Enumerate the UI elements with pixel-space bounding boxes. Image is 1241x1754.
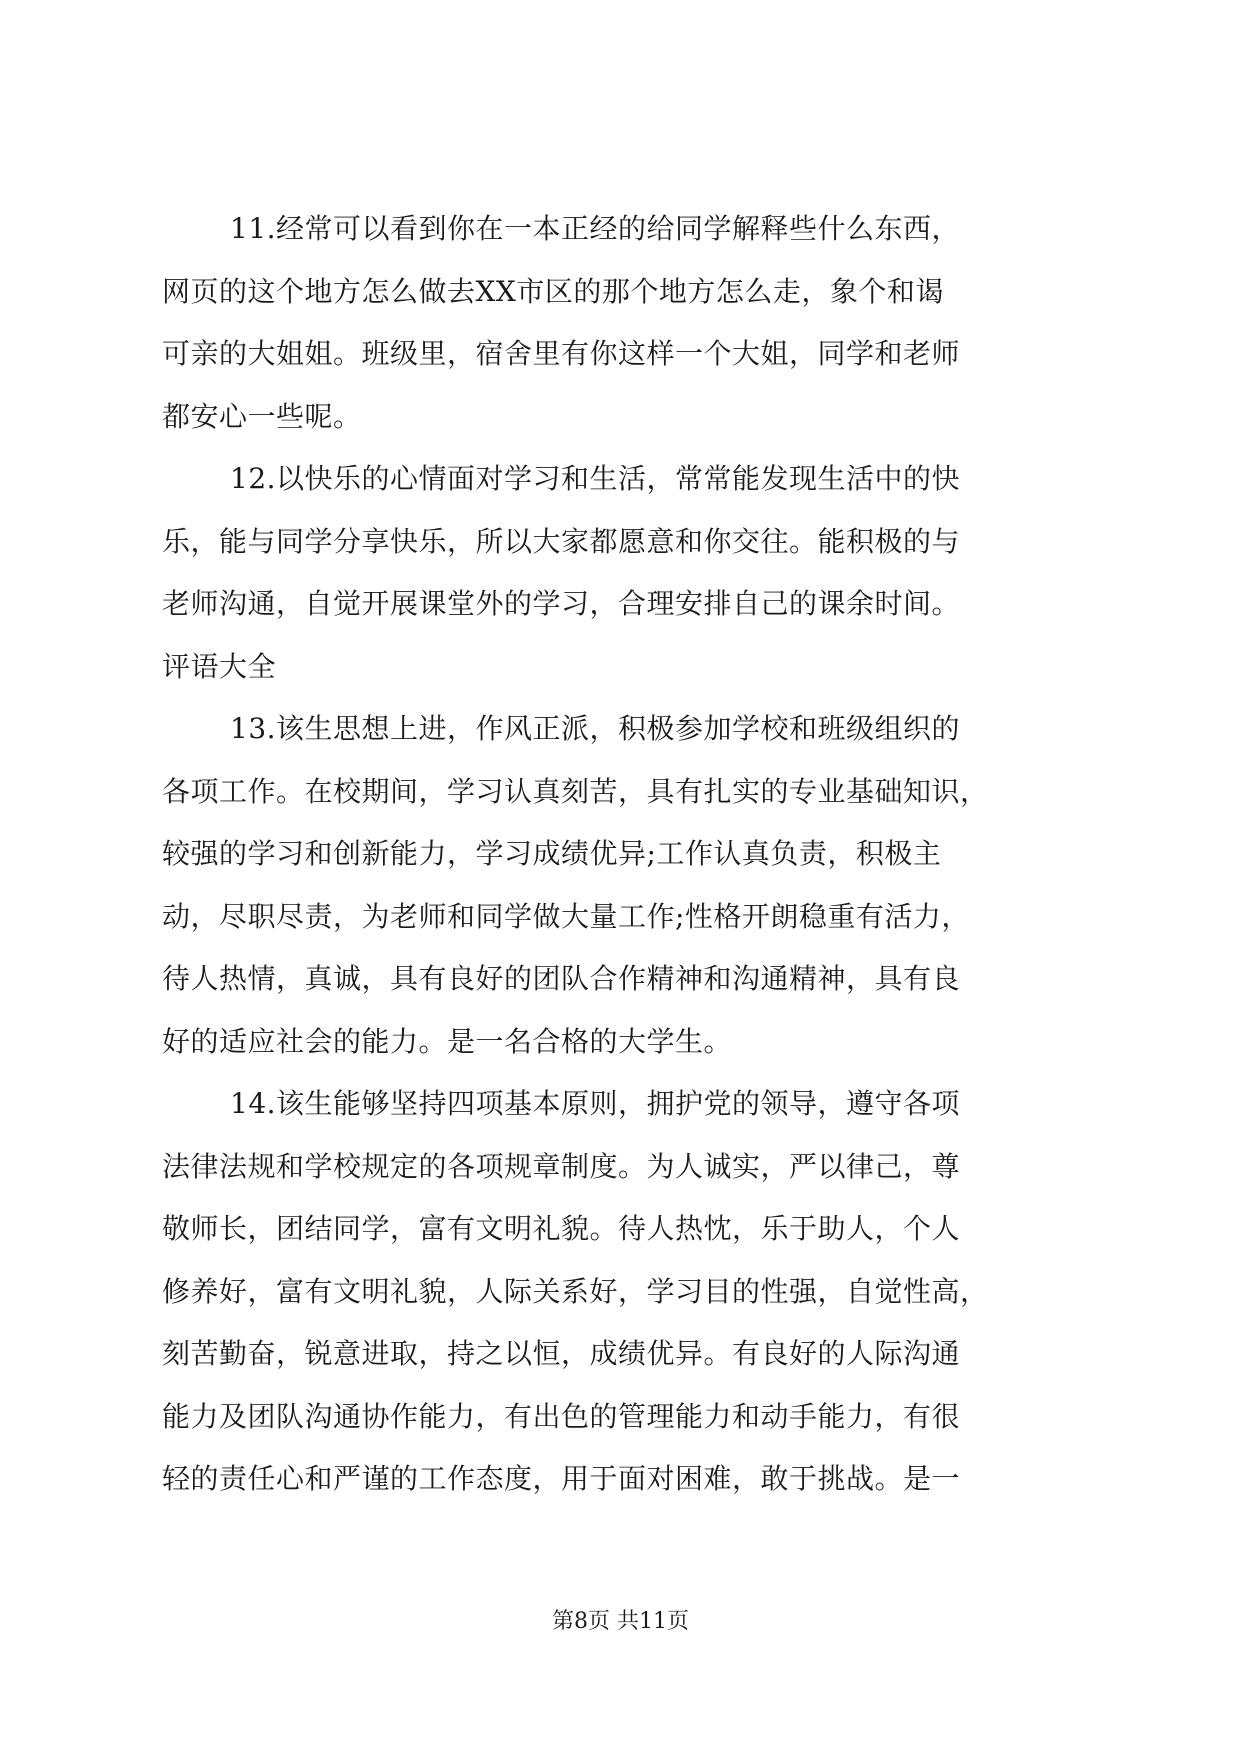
paragraph-line: 敬师长，团结同学，富有文明礼貌。待人热忱，乐于助人，个人 <box>162 1212 961 1245</box>
paragraph-line: 11.经常可以看到你在一本正经的给同学解释些什么东西， <box>230 212 961 245</box>
paragraph-line: 修养好，富有文明礼貌，人际关系好，学习目的性强，自觉性高， <box>162 1274 989 1308</box>
paragraph-12 <box>162 448 1080 698</box>
paragraph-line: 较强的学习和创新能力，学习成绩优异;工作认真负责，积极主 <box>162 837 942 870</box>
paragraph-line: 各项工作。在校期间，学习认真刻苦，具有扎实的专业基础知识， <box>162 774 989 808</box>
page-number-footer: 第8页 共11页 <box>552 1609 689 1634</box>
paragraph-13 <box>162 698 1080 1073</box>
paragraph-11 <box>162 198 1080 448</box>
paragraph-line: 好的适应社会的能力。是一名合格的大学生。 <box>162 1024 733 1058</box>
paragraph-line: 14.该生能够坚持四项基本原则，拥护党的领导，遵守各项 <box>230 1087 961 1120</box>
paragraph-line: 12.以快乐的心情面对学习和生活，常常能发现生活中的快 <box>230 462 961 495</box>
paragraph-line: 法律法规和学校规定的各项规章制度。为人诚实，严以律己，尊 <box>162 1149 961 1183</box>
paragraph-line: 13.该生思想上进，作风正派，积极参加学校和班级组织的 <box>230 712 961 745</box>
paragraph-line: 待人热情，真诚，具有良好的团队合作精神和沟通精神，具有良 <box>162 962 961 995</box>
paragraph-line: 都安心一些呢。 <box>162 399 362 433</box>
paragraph-line: 刻苦勤奋，锐意进取，持之以恒，成绩优异。有良好的人际沟通 <box>162 1337 961 1370</box>
paragraph-line: 乐，能与同学分享快乐，所以大家都愿意和你交往。能积极的与 <box>162 524 961 558</box>
paragraph-line: 老师沟通，自觉开展课堂外的学习，合理安排自己的课余时间。 <box>162 587 961 620</box>
paragraph-14 <box>162 1073 1080 1511</box>
document-body <box>162 198 1080 1511</box>
paragraph-line: 网页的这个地方怎么做去XX市区的那个地方怎么走，象个和谒 <box>162 274 944 308</box>
paragraph-line: 轻的责任心和严谨的工作态度，用于面对困难，敢于挑战。是一 <box>162 1462 961 1495</box>
paragraph-line: 评语大全 <box>162 649 277 683</box>
paragraph-line: 动，尽职尽责，为老师和同学做大量工作;性格开朗稳重有活力， <box>162 899 970 933</box>
paragraph-line: 可亲的大姐姐。班级里，宿舍里有你这样一个大姐，同学和老师 <box>162 337 961 370</box>
paragraph-line: 能力及团队沟通协作能力，有出色的管理能力和动手能力，有很 <box>162 1399 961 1433</box>
